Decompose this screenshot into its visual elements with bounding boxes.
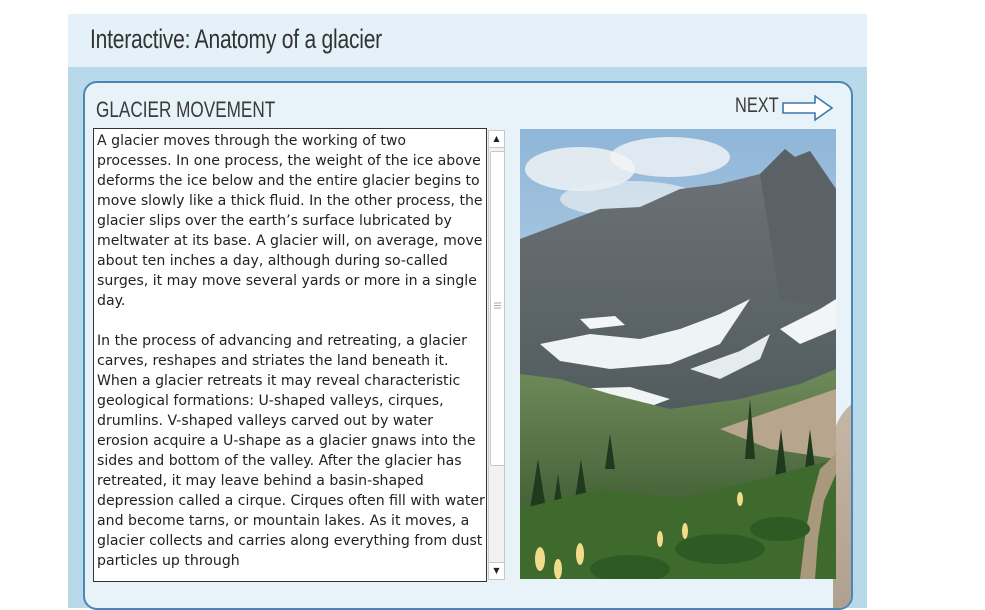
content-panel	[83, 81, 853, 610]
next-button[interactable]	[735, 93, 839, 123]
section-title: GLACIER MOVEMENT	[96, 97, 276, 122]
glacier-photo	[520, 129, 836, 579]
background-hill	[833, 393, 853, 610]
next-label: NEXT	[735, 94, 779, 117]
page-title: Interactive: Anatomy of a glacier	[90, 24, 382, 54]
grip-icon	[494, 302, 501, 309]
scroll-thumb[interactable]	[490, 151, 505, 466]
text-scrollbar[interactable]	[488, 130, 505, 580]
mountain-landscape-image	[520, 129, 836, 579]
article-text-box[interactable]	[93, 128, 487, 582]
app-frame	[68, 14, 867, 608]
article-text	[97, 131, 485, 582]
arrow-right-icon	[781, 93, 835, 123]
article-paragraph: In the process of advancing and retreating, a glacier carves, reshapes and striates the land beneath it. When a glacier retreats it may reveal characteristic geological formations: U-shaped valleys, cirques, drumlins. V-shaped valleys carved out by water erosion acquire a U-shape as a glacier gnaws into the sides and bottom of the valley. After the glacier has retreated, it may leave behind a basin-shaped depression called a cirque. Cirques often fill with water and become tarns, or mountain lakes. As it moves, a glacier collects and carries along everything from dust particles up through	[97, 333, 485, 569]
title-bar	[68, 14, 867, 67]
article-paragraph: A glacier moves through the working of two processes. In one process, the weight of the ice above deforms the ice below and the entire glacier begins to move slowly like a thick fluid. In the other process, the glacier slips over the earth’s surface lubricated by meltwater at its base. A glacier will, on average, move about ten inches a day, although during so-called surges, it may move several yards or more in a single day.	[97, 133, 483, 309]
scroll-down-button[interactable]: ▼	[489, 562, 504, 579]
scroll-up-button[interactable]: ▲	[489, 131, 504, 148]
